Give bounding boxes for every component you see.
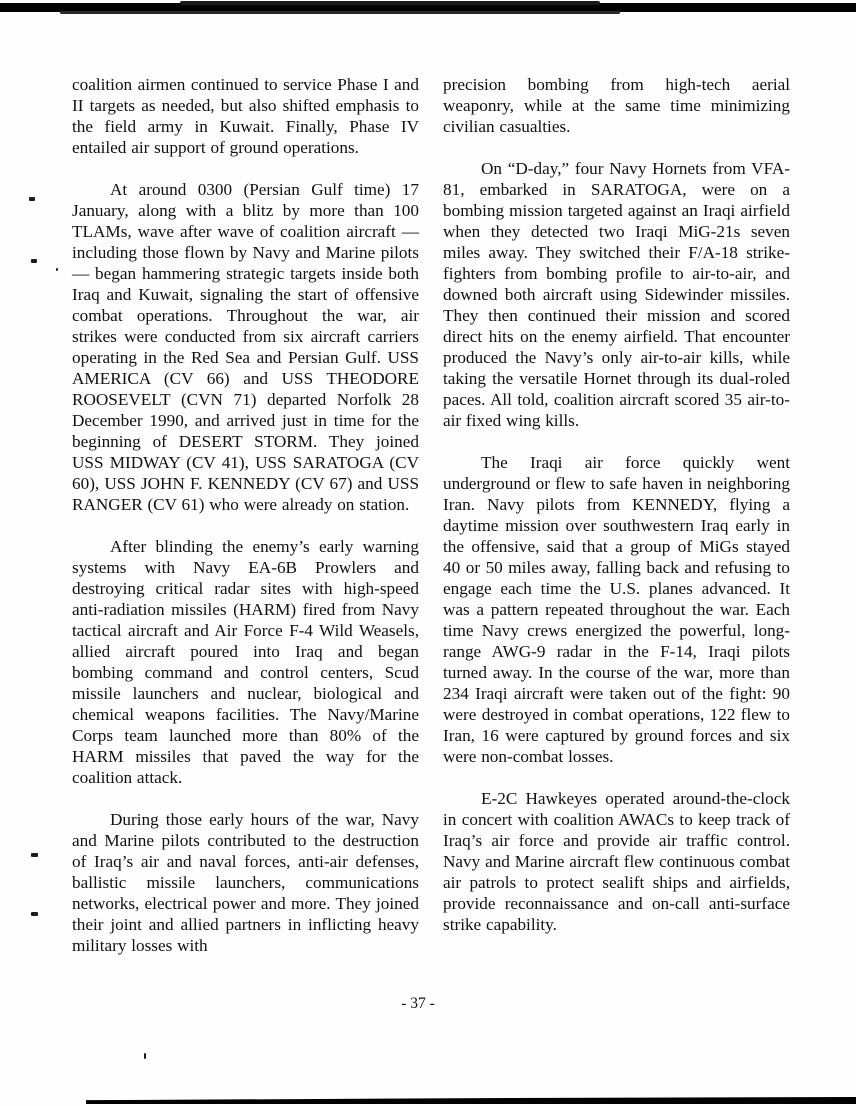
- page-number: - 37 -: [401, 995, 435, 1012]
- scan-speck: [29, 197, 35, 201]
- text-body: [72, 74, 790, 977]
- paragraph-left-1: coalition airmen continued to service Phase I and II targets as needed, but also shifted emphasis to the field army in Kuwait. Finally, Phase IV entailed air support of ground operations.: [72, 75, 419, 157]
- paragraph-right-3: The Iraqi air force quickly went underground or flew to safe haven in neighboring Iran. Navy pilots from KENNEDY, flying a daytime mission over southwestern Iraq early in the offensive, said that a group of MiGs stayed 40 or 50 miles away, falling back and refusing to engage each time the U.S. planes advanced. It was a pattern repeated throughout the war. Each time Navy crews energized the powerful, long-range AWG-9 radar in the F-14, Iraqi pilots turned away. In the course of the war, more than 234 Iraqi aircraft were taken out of the fight: 90 were destroyed in combat operations, 122 flew to Iran, 16 were captured by ground forces and six were non-combat losses.: [443, 453, 790, 766]
- scan-artifact-top-bar: [0, 3, 856, 12]
- scan-speck: [31, 259, 37, 263]
- paragraph-right-1: precision bombing from high-tech aerial weaponry, while at the same time minimizing civilian casualties.: [443, 75, 790, 136]
- text-column-left: [72, 74, 419, 977]
- paragraph-left-4: During those early hours of the war, Navy and Marine pilots contributed to the destruction of Iraq’s air and naval forces, anti-air defenses, ballistic missile launchers, communications networks, electrical power and more. They joined their joint and allied partners in inflicting heavy military losses with: [72, 810, 419, 955]
- paragraph-right-4: E-2C Hawkeyes operated around-the-clock in concert with coalition AWACs to keep track of Iraq’s air force and provide air traffic control. Navy and Marine aircraft flew continuous combat air patrols to protect sealift ships and airfields, provide reconnaissance and on-call anti-surface strike capability.: [443, 789, 790, 934]
- scan-speck: [31, 853, 38, 857]
- scan-speck: [144, 1053, 146, 1059]
- paragraph-left-3: After blinding the enemy’s early warning systems with Navy EA-6B Prowlers and destroying critical radar sites with high-speed anti-radiation missiles (HARM) fired from Navy tactical aircraft and Air Force F-4 Wild Weasels, allied aircraft poured into Iraq and began bombing command and control centers, Scud missile launchers and nuclear, biological and chemical weapons facilities. The Navy/Marine Corps team launched more than 80% of the HARM missiles that paved the way for the coalition attack.: [72, 537, 419, 787]
- text-column-right: [443, 74, 790, 977]
- scan-speck: [56, 268, 58, 271]
- scan-speck: [31, 912, 38, 916]
- scan-artifact-bottom-bar: [86, 1097, 856, 1104]
- paragraph-right-2: On “D-day,” four Navy Hornets from VFA-81, embarked in SARATOGA, were on a bombing mission targeted against an Iraqi airfield when they detected two Iraqi MiG-21s seven miles away. They switched their F/A-18 strike-fighters from bombing profile to air-to-air, and downed both aircraft using Sidewinder missiles. They then continued their mission and scored direct hits on the enemy airfield. That encounter produced the Navy’s only air-to-air kills, while taking the versatile Hornet through its dual-roled paces. All told, coalition aircraft scored 35 air-to-air fixed wing kills.: [443, 159, 790, 430]
- paragraph-left-2: At around 0300 (Persian Gulf time) 17 January, along with a blitz by more than 100 TLAMs, wave after wave of coalition aircraft — including those flown by Navy and Marine pilots — began hammering strategic targets inside both Iraq and Kuwait, signaling the start of offensive combat operations. Throughout the war, air strikes were conducted from six aircraft carriers operating in the Red Sea and Persian Gulf. USS AMERICA (CV 66) and USS THEODORE ROOSEVELT (CVN 71) departed Norfolk 28 December 1990, and arrived just in time for the beginning of DESERT STORM. They joined USS MIDWAY (CV 41), USS SARATOGA (CV 60), USS JOHN F. KENNEDY (CV 67) and USS RANGER (CV 61) who were already on station.: [72, 180, 419, 514]
